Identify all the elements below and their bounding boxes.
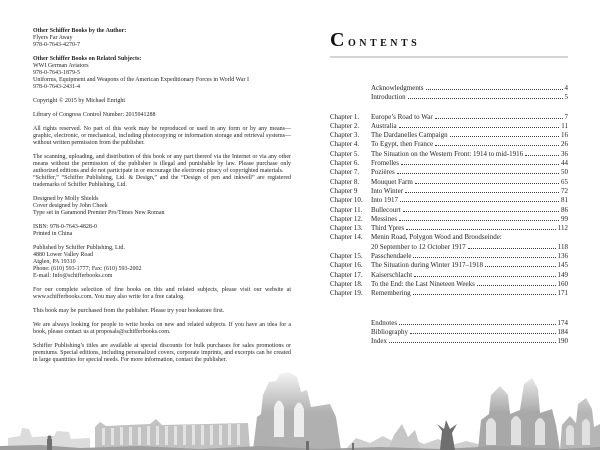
- dot-leader: [426, 89, 563, 90]
- toc-chapter-label: Chapter 18.: [330, 279, 363, 288]
- toc-row: [330, 252, 568, 261]
- toc-row: [330, 84, 568, 93]
- dot-leader: [399, 127, 560, 128]
- copyright-block: [33, 343, 291, 364]
- ruins-photo: [0, 365, 600, 450]
- copyright-heading: Other Schiffer Books on Related Subjects:: [33, 56, 142, 62]
- dot-leader: [525, 155, 559, 156]
- toc-entry-title: Pozières: [371, 168, 395, 177]
- title-rule: [330, 56, 568, 58]
- toc-page-number: 65: [561, 177, 568, 186]
- dot-leader: [435, 118, 563, 119]
- copyright-heading: Other Schiffer Books by the Author:: [33, 28, 127, 34]
- copyright-block: [33, 245, 291, 280]
- toc-page-number: 44: [561, 159, 568, 168]
- toc-row: [330, 93, 568, 102]
- toc-page-number: 7: [564, 112, 568, 121]
- copyright-paragraph: This book may be purchased from the publisher. Please try your bookstore first.: [33, 308, 225, 314]
- toc-entry-title: Into Winter: [371, 186, 404, 195]
- toc-row: [330, 319, 568, 328]
- toc-row: [330, 159, 568, 168]
- toc-chapter-label: Chapter 1.: [330, 112, 360, 121]
- contents-title: Contents: [330, 29, 421, 51]
- toc-chapter-label: Chapter 6.: [330, 159, 360, 168]
- copyright-block: [33, 308, 291, 315]
- copyright-paragraph: For our complete selection of fine books on this and related subjects, please visit our website at www.schifferbooks.com. You may also write for a free catalog.: [33, 287, 291, 300]
- copyright-block: [33, 287, 291, 301]
- toc-row: [330, 328, 568, 337]
- copyright-block: [33, 56, 291, 91]
- copyright-line: 978-0-7643-1879-5: [33, 70, 80, 76]
- toc-row: [330, 168, 568, 177]
- toc-entry-title: The Dardanelles Campaign: [371, 131, 448, 140]
- toc-entry-title: Index: [371, 337, 387, 346]
- dot-leader: [399, 220, 559, 221]
- dot-leader: [413, 294, 556, 295]
- copyright-paragraph: Schiffer Publishing’s titles are available at special discounts for bulk purchases for sales promotions or premiums. Special editions, including personalized covers, corporate imprints, and excerpts can be created in large quantities for special needs. For more information, contact the publisher.: [33, 343, 291, 363]
- copyright-line: E-mail: Info@schifferbooks.com: [33, 273, 113, 279]
- toc-page-number: 5: [564, 93, 568, 102]
- copyright-line: WWI German Aviators: [33, 63, 89, 69]
- toc-back-matter: [330, 319, 568, 347]
- ruins-photo-illustration: [0, 365, 600, 450]
- copyright-line: 978-0-7643-2431-4: [33, 84, 80, 90]
- copyright-line: ISBN: 978-0-7643-4828-0: [33, 224, 97, 230]
- toc-entry-title: The Situation on the Western Front: 1914 to mid-1916: [371, 149, 524, 158]
- toc-page-number: 81: [561, 196, 568, 205]
- copyright-block: [33, 126, 291, 147]
- toc-entry-title: Third Ypres: [371, 224, 405, 233]
- table-of-contents: [330, 84, 568, 346]
- toc-entry-title: Fromelles: [371, 159, 399, 168]
- toc-chapter-label: Chapter 14.: [330, 233, 363, 242]
- copyright-paragraph: The scanning, uploading, and distribution of this book or any part thereof via the Internet or via any other means without the permission of the publisher is illegal and punishable by law. Please purchase only authorized editions and do not participate in or encourage the electronic piracy of copyrighted materials.: [33, 154, 291, 174]
- copyright-line: Uniforms, Equipment and Weapons of the American Expeditionary Forces in World War I: [33, 77, 250, 83]
- toc-row: [330, 187, 568, 196]
- toc-entry-title: Messines: [371, 214, 398, 223]
- toc-chapter-label: Chapter 5.: [330, 149, 360, 158]
- toc-row: [330, 215, 568, 224]
- dot-leader: [399, 324, 555, 325]
- contents-page: [330, 30, 568, 346]
- toc-entry-title: Endnotes: [371, 318, 398, 327]
- toc-row: [330, 289, 568, 298]
- toc-entry-title: The Situation during Winter 1917–1918: [371, 261, 483, 270]
- dot-leader: [400, 201, 559, 202]
- copyright-block: [33, 196, 291, 217]
- dot-leader: [397, 173, 559, 174]
- copyright-paragraph: “Schiffer,” “Schiffer Publishing, Ltd. & Design,” and the “Design of pen and inkwell” are registered trademarks of Schiffer Publishing, Ltd.: [33, 175, 291, 188]
- toc-page-number: 16: [561, 131, 568, 140]
- copyright-paragraph: We are always looking for people to write books on new and related subjects. If you have an idea for a book, please contact us at proposals@schifferbooks.com.: [33, 322, 291, 335]
- toc-row: [330, 337, 568, 346]
- dot-leader: [389, 342, 556, 343]
- copyright-line: Printed in China: [33, 231, 73, 237]
- toc-page-number: 11: [561, 121, 568, 130]
- dot-leader: [477, 285, 556, 286]
- toc-entry-title: Bullecourt: [371, 205, 401, 214]
- toc-entry-title: To the End: the Last Nineteen Weeks: [371, 279, 475, 288]
- toc-chapter-label: Chapter 11.: [330, 205, 363, 214]
- dot-leader: [410, 333, 556, 334]
- toc-row: [330, 150, 568, 159]
- toc-chapter-label: Chapter 10.: [330, 196, 363, 205]
- copyright-block: [33, 112, 291, 119]
- dot-leader: [415, 183, 559, 184]
- toc-entry-title: Mouquet Farm: [371, 177, 413, 186]
- toc-row: [330, 196, 568, 205]
- toc-entry-title: Kaiserschlacht: [371, 270, 413, 279]
- toc-entry-title: To Egypt, then France: [371, 140, 434, 149]
- dot-leader: [406, 229, 556, 230]
- toc-page-number: 4: [564, 84, 568, 92]
- toc-chapter-label: Chapter 8.: [330, 177, 360, 186]
- toc-entry-title: Menin Road, Polygon Wood and Broodseinde:: [371, 233, 502, 242]
- dot-leader: [408, 98, 563, 99]
- toc-row: [330, 271, 568, 280]
- toc-entry-title: Bibliography: [371, 327, 408, 336]
- copyright-line: Designed by Molly Shields: [33, 196, 99, 202]
- toc-entry-title: Passchendaele: [371, 252, 412, 261]
- dot-leader: [450, 136, 559, 137]
- toc-entry-title: Australia: [371, 121, 397, 130]
- toc-page-number: 160: [557, 279, 568, 288]
- toc-row: [330, 224, 568, 233]
- dot-leader: [435, 145, 559, 146]
- toc-chapter-label: Chapter 17.: [330, 270, 363, 279]
- toc-front-matter: [330, 84, 568, 103]
- toc-chapters: [330, 113, 568, 299]
- toc-row: [330, 243, 568, 252]
- dot-leader: [401, 164, 559, 165]
- copyright-line: Library of Congress Control Number: 2015941288: [33, 112, 156, 118]
- copyright-line: Phone: (610) 593-1777; Fax: (610) 593-2002: [33, 266, 142, 272]
- dot-leader: [485, 266, 556, 267]
- toc-row: [330, 113, 568, 122]
- copyright-block: [33, 154, 291, 189]
- toc-page-number: 171: [557, 289, 568, 298]
- toc-entry-title: Into 1917: [371, 196, 399, 205]
- toc-row: [330, 280, 568, 289]
- toc-row: [330, 131, 568, 140]
- copyright-block: [33, 224, 291, 238]
- toc-page-number: 118: [557, 242, 568, 251]
- toc-page-number: 36: [561, 149, 568, 158]
- toc-page-number: 99: [561, 214, 568, 223]
- toc-row: [330, 122, 568, 131]
- toc-entry-title: Introduction: [371, 93, 406, 102]
- toc-page-number: 86: [561, 205, 568, 214]
- toc-page-number: 184: [557, 327, 568, 336]
- toc-entry-title: Remembering: [371, 289, 411, 298]
- toc-page-number: 174: [557, 318, 568, 327]
- toc-row: [330, 178, 568, 187]
- toc-chapter-label: Chapter 12.: [330, 214, 363, 223]
- dot-leader: [413, 257, 555, 258]
- toc-chapter-label: Chapter 16.: [330, 261, 363, 270]
- toc-chapter-label: Chapter 15.: [330, 252, 363, 261]
- toc-page-number: 190: [557, 337, 568, 346]
- toc-page-number: 72: [561, 186, 568, 195]
- toc-row: [330, 261, 568, 270]
- dot-leader: [405, 192, 559, 193]
- toc-chapter-label: Chapter 4.: [330, 140, 360, 149]
- toc-row: [330, 233, 568, 242]
- copyright-line: Flyers Far Away: [33, 35, 73, 41]
- dot-leader: [414, 276, 555, 277]
- toc-page-number: 136: [557, 252, 568, 261]
- toc-row: [330, 206, 568, 215]
- copyright-line: 4880 Lower Valley Road: [33, 252, 94, 258]
- copyright-line: Type set in Garamond Premier Pro/Times New Roman: [33, 210, 165, 216]
- toc-page-number: 112: [557, 224, 568, 233]
- copyright-block: [33, 28, 291, 49]
- toc-chapter-label: Chapter 19.: [330, 289, 363, 298]
- toc-page-number: 26: [561, 140, 568, 149]
- copyright-page: [33, 28, 291, 371]
- copyright-line: 978-0-7643-4270-7: [33, 42, 80, 48]
- dot-leader: [468, 248, 556, 249]
- copyright-block: [33, 322, 291, 336]
- toc-page-number: 149: [557, 270, 568, 279]
- copyright-line: Published by Schiffer Publishing, Ltd.: [33, 245, 125, 251]
- toc-chapter-label: Chapter 13.: [330, 224, 363, 233]
- copyright-line: Copyright © 2015 by Michael Enright: [33, 98, 126, 104]
- copyright-block: [33, 98, 291, 105]
- toc-page-number: 145: [557, 261, 568, 270]
- copyright-line: Atglen, PA 19310: [33, 259, 76, 265]
- toc-page-number: 50: [561, 168, 568, 177]
- toc-chapter-label: Chapter 3.: [330, 131, 360, 140]
- copyright-paragraph: All rights reserved. No part of this work may be reproduced or used in any form or by any means—graphic, electronic, or mechanical, including photocopying or information storage and retrieval systems—without written permission from the publisher.: [33, 126, 291, 146]
- toc-chapter-label: Chapter 9: [330, 186, 358, 195]
- toc-row: [330, 140, 568, 149]
- toc-chapter-label: Chapter 2.: [330, 121, 360, 130]
- toc-chapter-label: Chapter 7.: [330, 168, 360, 177]
- toc-entry-title: 20 September to 12 October 1917: [371, 242, 466, 251]
- toc-entry-title: Acknowledgments: [371, 84, 424, 92]
- toc-entry-title: Europe’s Road to War: [371, 112, 433, 121]
- copyright-line: Cover designed by John Cheek: [33, 203, 108, 209]
- dot-leader: [403, 211, 559, 212]
